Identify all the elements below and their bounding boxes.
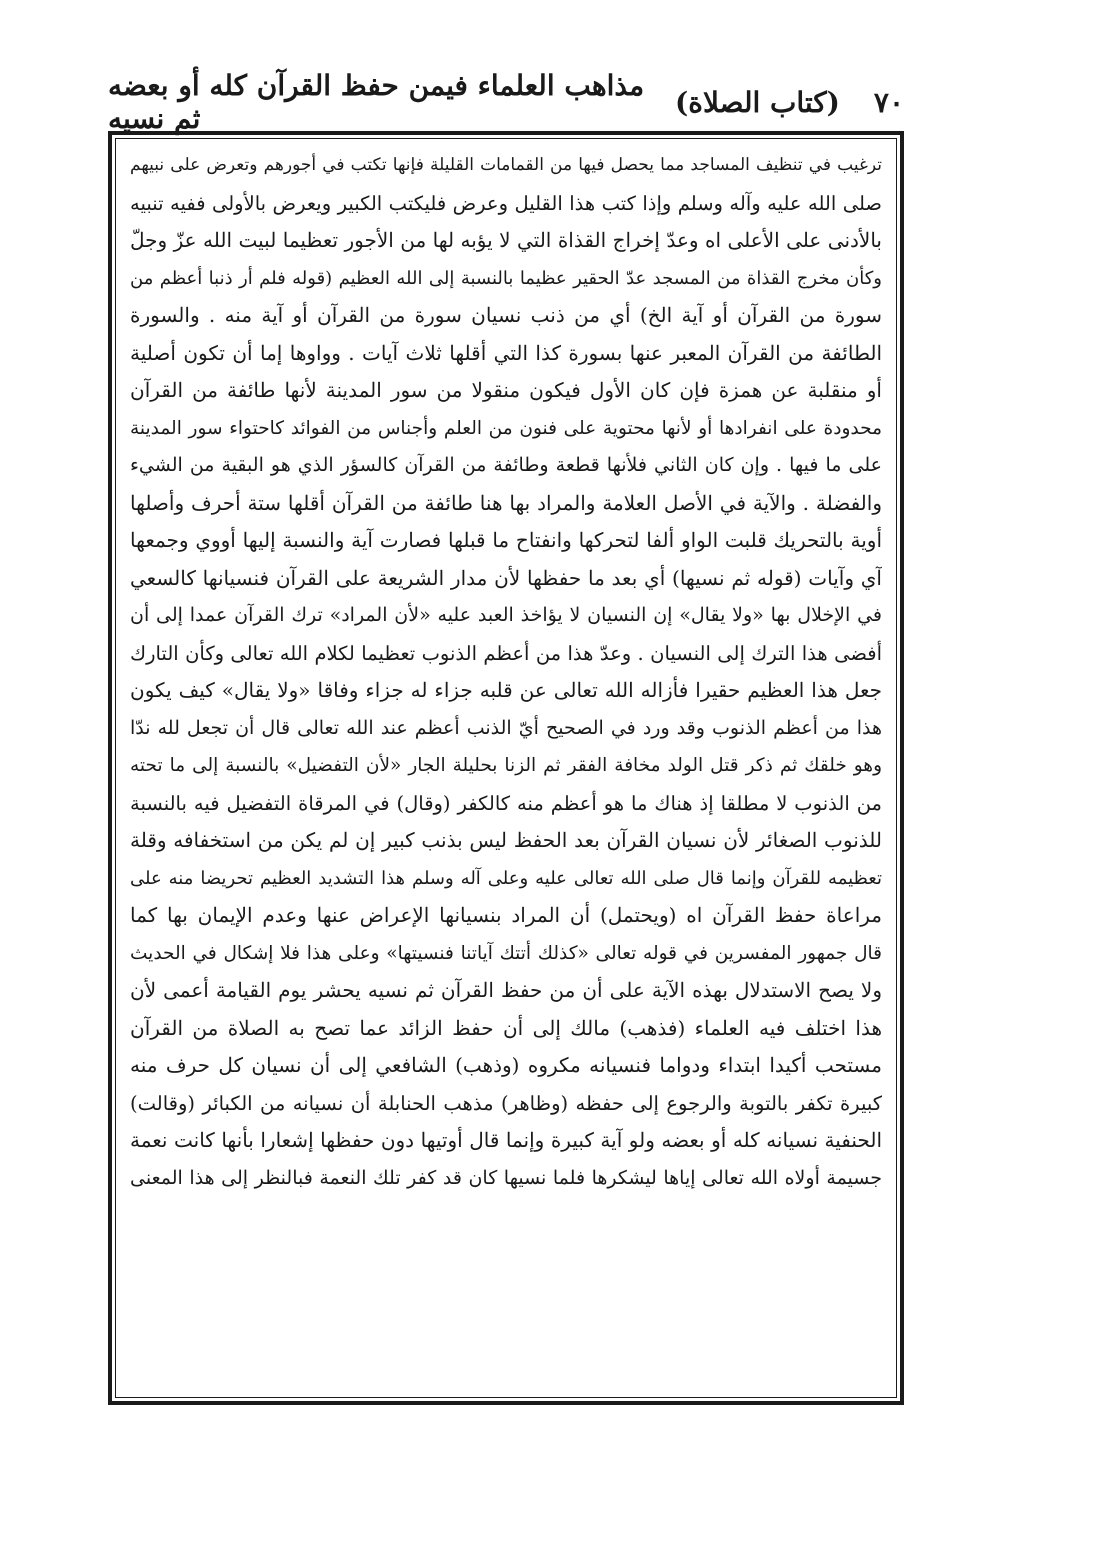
text-line: أفضى هذا الترك إلى النسيان . وعدّ هذا من أعظم الذنوب تعظيما لكلام الله تعالى وكأن التارك xyxy=(130,641,882,665)
text-line: هذا اختلف فيه العلماء (فذهب) مالك إلى أن حفظ الزائد عما تصح به الصلاة من القرآن xyxy=(130,1015,882,1040)
text-line: جعل هذا العظيم حقيرا فأزاله الله تعالى عن قلبه جزاء له جزاء وفاقا «ولا يقال» كيف يكون xyxy=(130,678,882,702)
text-line: صلى الله عليه وآله وسلم وإذا كتب هذا القليل وعرض فليكتب الكبير ويعرض بالأولى ففيه تنبيه xyxy=(130,191,882,215)
text-line: مراعاة حفظ القرآن اه (ويحتمل) أن المراد بنسيانها الإعراض عنها وعدم الإيمان بها كما xyxy=(130,903,882,927)
chapter-title: مذاهب العلماء فيمن حفظ القرآن كله أو بعضه ثم نسيه xyxy=(108,69,645,135)
text-line: وكأن مخرج القذاة من المسجد عدّ الحقير عظيما بالنسبة إلى الله العظيم (قوله فلم أر ذنبا أعظم من xyxy=(130,267,882,289)
text-line: وهو خلقك ثم ذكر قتل الولد مخافة الفقر ثم الزنا بحليلة الجار «لأن التفضيل» بالنسبة إلى ما تحته xyxy=(130,755,882,776)
text-line: للذنوب الصغائر لأن نسيان القرآن بعد الحفظ ليس بذنب كبير إن لم يكن من استخفافه وقلة xyxy=(130,828,882,852)
text-line: من الذنوب لا مطلقا إذ هناك ما هو أعظم منه كالكفر (وقال) في المرقاة التفضيل فيه بالنسبة xyxy=(130,791,882,815)
text-line: ترغيب في تنظيف المساجد مما يحصل فيها من القمامات القليلة فإنها تكتب في أجورهم وتعرض على نبيهم xyxy=(130,155,882,175)
body-text xyxy=(130,147,882,1197)
book-section: (كتاب الصلاة) xyxy=(675,85,840,119)
text-line: جسيمة أولاه الله تعالى إياها ليشكرها فلما نسيها كان قد كفر تلك النعمة فبالنظر إلى هذا المعنى xyxy=(130,1166,882,1189)
text-line: أو منقلبة عن همزة فإن كان الأول فيكون منقولا من سور المدينة لأنها طائفة من القرآن xyxy=(130,378,882,402)
text-line: محدودة على انفرادها أو لأنها محتوية على فنون من العلم وأجناس من الفوائد كاحتواء سور المدينة xyxy=(130,417,882,439)
text-line: آي وآيات (قوله ثم نسيها) أي بعد ما حفظها لأن مدار الشريعة على القرآن فنسيانها كالسعي xyxy=(130,565,882,590)
text-line: بالأدنى على الأعلى اه وعدّ إخراج القذاة التي لا يؤبه لها من الأجور تعظيما لبيت الله عزّ وجلّ xyxy=(130,228,882,252)
text-line: هذا من أعظم الذنوب وقد ورد في الصحيح أيّ الذنب أعظم عند الله تعالى قال أن تجعل لله ندّا xyxy=(130,716,882,739)
text-line: مستحب أكيدا ابتداء ودواما فنسيانه مكروه (وذهب) الشافعي إلى أن نسيان كل حرف منه xyxy=(130,1053,882,1077)
text-line: الطائفة من القرآن المعبر عنها بسورة كذا التي أقلها ثلاث آيات . وواوها إما أن تكون أصلية xyxy=(130,340,882,365)
text-line: ولا يصح الاستدلال بهذه الآية على أن من حفظ القرآن ثم نسيه يحشر يوم القيامة أعمى لأن xyxy=(130,978,882,1002)
text-line: والفضلة . والآية في الأصل العلامة والمراد بها هنا طائفة من القرآن أقلها ستة أحرف وأصلها xyxy=(130,490,882,515)
text-line: الحنفية نسيانه كله أو بعضه ولو آية كبيرة وإنما قال أوتيها دون حفظها إشعارا بأنها كانت نعمة xyxy=(130,1128,882,1152)
text-line: سورة من القرآن أو آية الخ) أي من ذنب نسيان سورة من القرآن أو آية منه . والسورة xyxy=(130,303,882,327)
running-header xyxy=(108,69,904,135)
text-line: أوية بالتحريك قلبت الواو ألفا لتحركها وانفتاح ما قبلها فصارت آية والنسبة إليها أووي وجمعها xyxy=(130,528,882,552)
text-line: على ما فيها . وإن كان الثاني فلأنها قطعة وطائفة من القرآن كالسؤر الذي هو البقية من الشيء xyxy=(130,454,882,476)
text-line: تعظيمه للقرآن وإنما قال صلى الله تعالى عليه وعلى آله وسلم هذا التشديد العظيم تحريضا منه على xyxy=(130,867,882,889)
text-line: في الإخلال بها «ولا يقال» إن النسيان لا يؤاخذ العبد عليه «لأن المراد» ترك القرآن عمدا إلى أن xyxy=(130,604,882,626)
page-number: ٧٠ xyxy=(873,85,904,119)
text-line: قال جمهور المفسرين في قوله تعالى «كذلك أتتك آياتنا فنسيتها» وعلى هذا فلا إشكال في الحديث xyxy=(130,942,882,964)
text-line: كبيرة تكفر بالتوبة والرجوع إلى حفظه (وظاهر) مذهب الحنابلة أن نسيانه من الكبائر (وقالت) xyxy=(130,1091,882,1115)
